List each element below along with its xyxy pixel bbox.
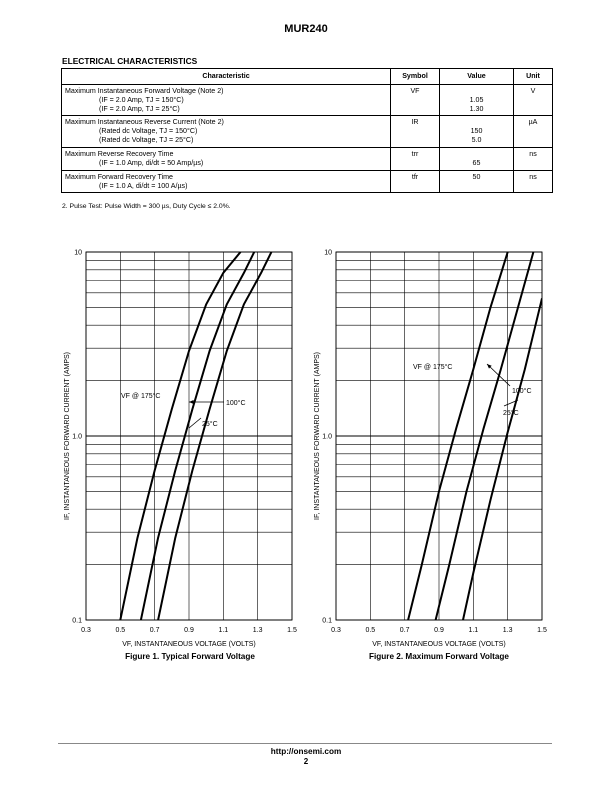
- condition: (Rated dc Voltage, TJ = 150°C): [99, 127, 198, 136]
- electrical-characteristics-table: [61, 68, 553, 193]
- y-tick-label: 0.1: [72, 617, 82, 625]
- column-header: Characteristic: [62, 69, 391, 85]
- condition: (IF = 1.0 A, di/dt = 100 A/µs): [99, 181, 188, 190]
- condition: (IF = 2.0 Amp, TJ = 150°C): [99, 95, 184, 104]
- annotation-label: 100°C: [226, 400, 246, 407]
- y-axis-label: IF, INSTANTANEOUS FORWARD CURRENT (AMPS): [64, 351, 71, 521]
- unit-cell: V: [514, 84, 553, 116]
- unit-cell: ns: [514, 170, 553, 193]
- annotation-label: 100°C: [512, 388, 532, 395]
- x-tick-label: 0.7: [399, 627, 410, 634]
- value: [443, 150, 510, 159]
- y-tick-label: 1.0: [322, 433, 332, 441]
- figure-1-chart: [56, 240, 300, 655]
- x-tick-label: 1.1: [468, 627, 479, 634]
- value: 1.05: [469, 95, 484, 104]
- condition: (IF = 1.0 Amp, di/dt = 50 Amp/µs): [99, 158, 204, 167]
- page-number: 2: [303, 757, 309, 766]
- chart-svg: [56, 240, 300, 650]
- table-row: [62, 170, 553, 193]
- x-axis-label: VF, INSTANTANEOUS VOLTAGE (VOLTS): [122, 641, 256, 648]
- symbol-cell: tfr: [391, 170, 440, 193]
- value: 50: [472, 172, 481, 181]
- x-tick-label: 1.1: [218, 627, 229, 634]
- characteristic-title: Maximum Instantaneous Reverse Current (Note 2): [65, 118, 224, 127]
- characteristic-cell: [62, 84, 391, 116]
- annotation-leader-line: [189, 418, 201, 428]
- unit-cell: µA: [514, 116, 553, 148]
- table-row: [62, 116, 553, 148]
- figure-2-caption: Figure 2. Maximum Forward Voltage: [369, 652, 509, 661]
- symbol-cell: IR: [391, 116, 440, 148]
- annotation-label: VF @ 175°C: [413, 364, 453, 371]
- x-axis-label: VF, INSTANTANEOUS VOLTAGE (VOLTS): [372, 641, 506, 648]
- column-header: Unit: [514, 69, 553, 85]
- annotation-label: 25°C: [503, 410, 519, 417]
- y-tick-label: 10: [324, 249, 332, 257]
- section-title: ELECTRICAL CHARACTERISTICS: [62, 56, 198, 66]
- characteristic-title: Maximum Instantaneous Forward Voltage (Note 2): [65, 86, 224, 95]
- table-row: [62, 148, 553, 171]
- x-tick-label: 0.3: [331, 627, 341, 634]
- column-header: Value: [440, 69, 514, 85]
- x-tick-label: 1.5: [537, 627, 547, 634]
- symbol-cell: trr: [391, 148, 440, 171]
- value: 65: [472, 158, 481, 167]
- value: [443, 87, 510, 96]
- characteristic-cell: [62, 148, 391, 171]
- x-tick-label: 0.9: [184, 627, 194, 634]
- value: 150: [470, 127, 483, 136]
- y-tick-label: 10: [74, 249, 82, 257]
- footer-url: http://onsemi.com: [270, 747, 342, 756]
- unit-cell: ns: [514, 148, 553, 171]
- y-tick-label: 0.1: [322, 617, 332, 625]
- footnote: 2. Pulse Test: Pulse Width = 300 µs, Duty Cycle ≤ 2.0%.: [62, 203, 231, 210]
- value-cell: [440, 84, 514, 116]
- x-tick-label: 0.3: [81, 627, 91, 634]
- y-axis-label: IF, INSTANTANEOUS FORWARD CURRENT (AMPS): [314, 351, 321, 521]
- chart-svg: [306, 240, 550, 650]
- part-number: MUR240: [284, 23, 328, 35]
- annotation-arrow-head: [189, 400, 194, 404]
- x-tick-label: 0.5: [365, 627, 376, 634]
- x-tick-label: 0.7: [149, 627, 160, 634]
- annotation-label: 25°C: [202, 421, 218, 428]
- value: [443, 118, 510, 127]
- annotation-label: VF @ 175°C: [121, 393, 161, 400]
- x-tick-label: 1.3: [252, 627, 263, 634]
- characteristic-cell: [62, 116, 391, 148]
- x-tick-label: 1.5: [287, 627, 297, 634]
- symbol-cell: VF: [391, 84, 440, 116]
- condition: (Rated dc Voltage, TJ = 25°C): [99, 136, 194, 145]
- value-cell: [440, 170, 514, 193]
- characteristic-title: Maximum Forward Recovery Time: [65, 172, 174, 181]
- characteristic-cell: [62, 170, 391, 193]
- figure-2-chart: [306, 240, 550, 655]
- value-cell: [440, 116, 514, 148]
- table-header-row: [62, 69, 553, 85]
- value: 5.0: [471, 136, 482, 145]
- y-tick-label: 1.0: [72, 433, 82, 441]
- value-cell: [440, 148, 514, 171]
- figure-1-caption: Figure 1. Typical Forward Voltage: [125, 652, 255, 661]
- x-tick-label: 0.5: [115, 627, 126, 634]
- x-tick-label: 1.3: [502, 627, 513, 634]
- footer-divider: [58, 743, 552, 744]
- characteristic-title: Maximum Reverse Recovery Time: [65, 150, 174, 159]
- value: 1.30: [469, 104, 484, 113]
- annotation-arrow-line: [487, 364, 510, 386]
- condition: (IF = 2.0 Amp, TJ = 25°C): [99, 104, 180, 113]
- column-header: Symbol: [391, 69, 440, 85]
- table-row: [62, 84, 553, 116]
- x-tick-label: 0.9: [434, 627, 444, 634]
